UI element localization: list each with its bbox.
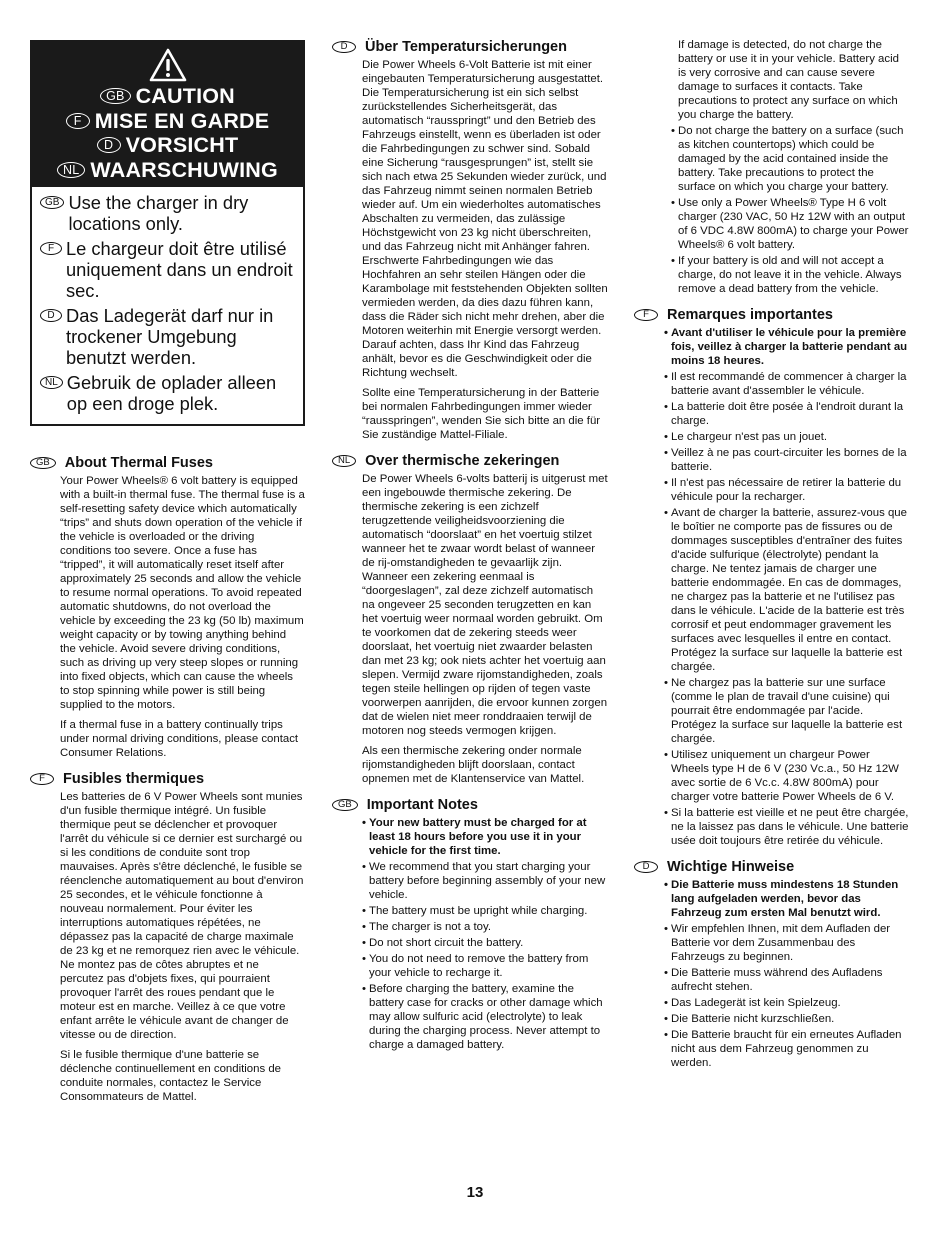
section-f-fusibles <box>30 770 305 1104</box>
caution-heading-gb <box>32 84 303 109</box>
lang-badge: D <box>634 861 658 873</box>
paragraph: Your Power Wheels® 6 volt battery is equipped with a built-in thermal fuse. The thermal fuse is a self-resetting safety device which automatically “trips” and shuts down operation of the vehicle if the vehicle is overloaded or the driving conditions too severe. Once a fuse has “tripped”, it will automatically reset itself after approximately 25 seconds and allow the vehicle to resume normal operations. To avoid repeated automatic shutdowns, do not overload the vehicle by exceeding the 23 kg (50 lb) maximum weight capacity or by towing anything behind the vehicle. Avoid severe driving conditions, such as driving up very steep slopes or running into fixed objects, which can cause the wheels to stop spinning while power is still being supplied to the motors. <box>60 475 305 711</box>
caution-heading-f <box>32 109 303 134</box>
column-3 <box>634 38 910 1072</box>
continued-text: If damage is detected, do not charge the battery or use it in your vehicle. Battery acid is very corrosive and can cause severe damage to surfaces it contacts. Take precautions to protect any surface on which you charge the battery. <box>678 39 899 121</box>
section-f-remarques <box>634 306 910 848</box>
section-heading <box>634 858 910 876</box>
list-item: • Il n'est pas nécessaire de retirer la batterie du véhicule pour la recharger. <box>664 476 910 504</box>
column-1 <box>30 40 305 1110</box>
list-item: • Do not charge the battery on a surface (such as kitchen countertops) which could be damaged by the acid contained inside the battery. Take precautions to protect the surface on which you charge your battery. <box>671 124 910 194</box>
list-item: • Veillez à ne pas court-circuiter les bornes de la batterie. <box>664 446 910 474</box>
lang-badge: GB <box>332 799 358 811</box>
caution-item-text: Le chargeur doit être utilisé uniquement dans un endroit sec. <box>66 238 293 301</box>
caution-item-nl <box>40 372 299 414</box>
column-2 <box>332 38 608 1054</box>
lang-badge: GB <box>40 196 64 209</box>
caution-heading-nl <box>32 158 303 183</box>
lang-badge: F <box>40 242 62 255</box>
list-item: • If your battery is old and will not accept a charge, do not leave it in the vehicle. Always remove a dead battery from the vehicle. <box>671 254 910 296</box>
caution-item-gb <box>40 192 299 234</box>
section-gb-thermal-fuses <box>30 454 305 760</box>
notes-list-continued <box>671 124 910 296</box>
section-heading <box>634 306 910 324</box>
paragraph: Si le fusible thermique d'une batterie se déclenche continuellement en conditions de conduite normales, contactez le Service Consommateurs de Mattel. <box>60 1049 282 1103</box>
caution-box <box>30 40 305 426</box>
lang-badge: D <box>332 41 356 53</box>
lang-badge: F <box>30 773 54 785</box>
list-item: • Das Ladegerät ist kein Spielzeug. <box>664 996 910 1010</box>
lang-badge: F <box>66 113 90 129</box>
lang-badge: NL <box>332 455 356 467</box>
lang-badge: NL <box>57 162 85 178</box>
list-item: • Die Batterie muss mindestens 18 Stunden lang aufgeladen werden, bevor das Fahrzeug zum ersten Mal benutzt wird. <box>664 878 910 920</box>
paragraph: De Power Wheels 6-volts batterij is uitgerust met een ingebouwde thermische zekering. De thermische zekering is een zichzelf terugzettende veiligheidsvoorziening die automatisch “doorslaat” en het voertuig stilzet wanneer het te zwaar wordt belast of wanneer de rij-omstandigheden te gevaarlijk zijn. Wanneer een zekering eenmaal is “doorgeslagen”, zal deze zichzelf automatisch na ongeveer 25 seconden terugzetten en kan het voertuig weer normaal worden gebruikt. Om te voorkomen dat de zekering steeds weer doorslaat, het voertuig niet zwaarder belasten dan met 23 kg; ook niets achter het voertuig aan slepen. Vermijd zware rijomstandigheden, zoals tegen steile hellingen op rijden of tegen vaste voorwerpen aanrijden, die ervoor kunnen zorgen dat de wielen niet meer ronddraaien terwijl de motoren nog steeds vermogen krijgen. <box>362 473 608 737</box>
list-item: • Before charging the battery, examine the battery case for cracks or other damage which may allow sulfuric acid (electrolyte) to leak during the charging process. Never attempt to charge a damaged battery. <box>362 982 608 1052</box>
caution-body <box>32 187 303 424</box>
paragraph: Die Power Wheels 6-Volt Batterie ist mit einer eingebauten Temperatursicherung ausgestattet. Die Temperatursicherung ist ein sich selbst zurückstellendes Sicherheitsgerät, das automatisch “rausspringt” und den Betrieb des Fahrzeugs einstellt, wenn es überladen ist oder die Fahrbedingungen zu schwer sind. Sobald eine Sicherung “rausgesprungen” ist, stellt sie sich nach etwa 25 Sekunden wieder zurück, und das Fahrzeug nimmt seinen normalen Betrieb wieder auf. Um ein wiederholtes automatisches Abschalten zu vermeiden, das zulässige Höchstgewicht von 23 kg nicht überschreiten, und das Fahrzeug nicht mit Anhänger fahren. Erschwerte Fahrbedingungen wie das Hochfahren an sehr steilen Hängen oder die Karambolage mit feststehenden Objekten sollten vermieden werden, da dies dazu führen kann, dass die Räder sich nicht mehr drehen, aber die Motoren weiterhin mit Energie versorgt werden. Darauf achten, dass Ihr Kind das Fahrzeug anhält, bevor es die Geschwindigkeit oder die Richtung wechselt. <box>362 59 608 379</box>
lang-badge: GB <box>100 88 130 104</box>
caution-item-text: Use the charger in dry locations only. <box>68 192 249 234</box>
list-item: • Die Batterie braucht für ein erneutes Aufladen nicht aus dem Fahrzeug genommen zu werden. <box>664 1028 910 1070</box>
lang-badge: NL <box>40 376 63 389</box>
section-heading <box>332 38 608 56</box>
list-item: • The battery must be upright while charging. <box>362 904 608 918</box>
paragraph: Als een thermische zekering onder normale rijomstandigheden blijft doorslaan, contact opnemen met de Klantenservice van Mattel. <box>362 745 585 785</box>
caution-heading-d <box>32 133 303 158</box>
list-item: • Die Batterie nicht kurzschließen. <box>664 1012 910 1026</box>
lang-badge: GB <box>30 457 56 469</box>
caution-item-d <box>40 305 299 368</box>
caution-heading-text: MISE EN GARDE <box>94 108 270 133</box>
list-item: • Your new battery must be charged for at least 18 hours before you use it in your vehicle for the first time. <box>362 816 608 858</box>
paragraph: Sollte eine Temperatursicherung in der Batterie bei normalen Fahrbedingungen immer wieder “rausspringen”, wenden Sie sich bitte an die für Sie zuständige Mattel-Filiale. <box>362 387 601 441</box>
notes-list <box>664 878 910 1070</box>
list-item: • Avant d'utiliser le véhicule pour la première fois, veillez à charger la batterie pendant au moins 18 heures. <box>664 326 910 368</box>
list-item: • Si la batterie est vieille et ne peut être chargée, ne la laissez pas dans le véhicule. Une batterie usée doit toujours être retirée du véhicule. <box>664 806 910 848</box>
section-heading <box>30 454 305 472</box>
list-item: • Utilisez uniquement un chargeur Power Wheels type H de 6 V (230 Vc.a., 50 Hz 12W avec sortie de 6 Vc.c. 4.8W 800mA) pour charger votre batterie Power Wheels de 6 V. <box>664 748 910 804</box>
list-item: • You do not need to remove the battery from your vehicle to recharge it. <box>362 952 608 980</box>
page-number: 13 <box>466 1184 484 1201</box>
section-title: Over thermische zekeringen <box>365 453 560 469</box>
section-nl-zekeringen <box>332 452 608 786</box>
paragraph: If a thermal fuse in a battery continually trips under normal driving conditions, please contact Consumer Relations. <box>60 719 299 759</box>
lang-badge: D <box>97 137 121 153</box>
section-title: About Thermal Fuses <box>64 455 213 471</box>
section-title: Important Notes <box>366 797 478 813</box>
caution-heading-text: VORSICHT <box>125 133 239 157</box>
section-title: Wichtige Hinweise <box>667 859 795 875</box>
list-item: • Le chargeur n'est pas un jouet. <box>664 430 910 444</box>
notes-list <box>664 326 910 848</box>
section-title: Remarques importantes <box>667 307 833 323</box>
section-heading <box>332 452 608 470</box>
list-item: • Die Batterie muss während des Aufladens aufrecht stehen. <box>664 966 910 994</box>
warning-triangle-icon <box>149 48 187 82</box>
section-heading <box>332 796 608 814</box>
list-item: • Avant de charger la batterie, assurez-vous que le boîtier ne comporte pas de fissures ou de dommages susceptibles d'entraîner des fuites d'acide sulfurique (électrolyte) pendant la charge. Ne tentez jamais de charger une batterie endommagée. En cas de dommages, ne chargez pas la batterie et ne l'utilisez pas dans le véhicule. L'acide de la batterie est très corrosif et peut endommager gravement les surfaces avec lesquelles il entre en contact. Protégez la surface sur laquelle la batterie est chargée. <box>664 506 910 674</box>
lang-badge: D <box>40 309 62 322</box>
section-gb-important-notes <box>332 796 608 1052</box>
caution-header <box>32 42 303 187</box>
list-item: • Ne chargez pas la batterie sur une surface (comme le plan de travail d'une cuisine) qui pourrait être endommagée par l'acide. Protégez la surface sur laquelle la batterie est chargée. <box>664 676 910 746</box>
section-d-temperatursicherungen <box>332 38 608 442</box>
caution-item-f <box>40 238 299 301</box>
gb-notes-continued <box>634 38 910 296</box>
caution-heading-text: CAUTION <box>135 84 235 108</box>
list-item: • Il est recommandé de commencer à charger la batterie avant d'assembler le véhicule. <box>664 370 910 398</box>
list-item: • We recommend that you start charging your battery before beginning assembly of your new vehicle. <box>362 860 608 902</box>
caution-heading-text: WAARSCHUWING <box>90 157 278 182</box>
section-d-hinweise <box>634 858 910 1070</box>
section-heading <box>30 770 305 788</box>
section-title: Über Temperatursicherungen <box>365 39 567 55</box>
list-item: • Wir empfehlen Ihnen, mit dem Aufladen der Batterie vor dem Zusammenbau des Fahrzeugs zu beginnen. <box>664 922 910 964</box>
paragraph: Les batteries de 6 V Power Wheels sont munies d'un fusible thermique intégré. Un fusible thermique peut se déclencher et provoquer l'arrêt du véhicule si ce dernier est surchargé ou si les conditions de conduite sont trop mauvaises. Après s'être déclenché, le fusible se réenclenche automatiquement au bout d'environ 25 secondes, et le véhicule fonctionne à nouveau normalement. Pour éviter les interruptions automatiques répétées, ne dépassez pas la capacité de charge maximale de 23 kg et ne remorquez rien avec le véhicule. Ne montez pas de côtes abruptes et ne percutez pas d'objets fixes, qui pourraient provoquer l'arrêt des roues pendant que le moteur est en marche. Veillez à ce que votre enfant arrête le véhicule avant de changer de vitesse ou de direction. <box>60 791 304 1041</box>
section-title: Fusibles thermiques <box>63 771 205 787</box>
list-item: • Use only a Power Wheels® Type H 6 volt charger (230 VAC, 50 Hz 12W with an output of 6 VDC 4.8W 800mA) to charge your Power Wheels® 6 volt battery. <box>671 196 910 252</box>
notes-list <box>362 816 608 1052</box>
caution-item-text: Gebruik de oplader alleen op een droge plek. <box>66 372 277 414</box>
lang-badge: F <box>634 309 658 321</box>
list-item: • The charger is not a toy. <box>362 920 608 934</box>
list-item: • Do not short circuit the battery. <box>362 936 608 950</box>
caution-item-text: Das Ladegerät darf nur in trockener Umgebung benutzt werden. <box>66 305 274 368</box>
list-item: • La batterie doit être posée à l'endroit durant la charge. <box>664 400 910 428</box>
